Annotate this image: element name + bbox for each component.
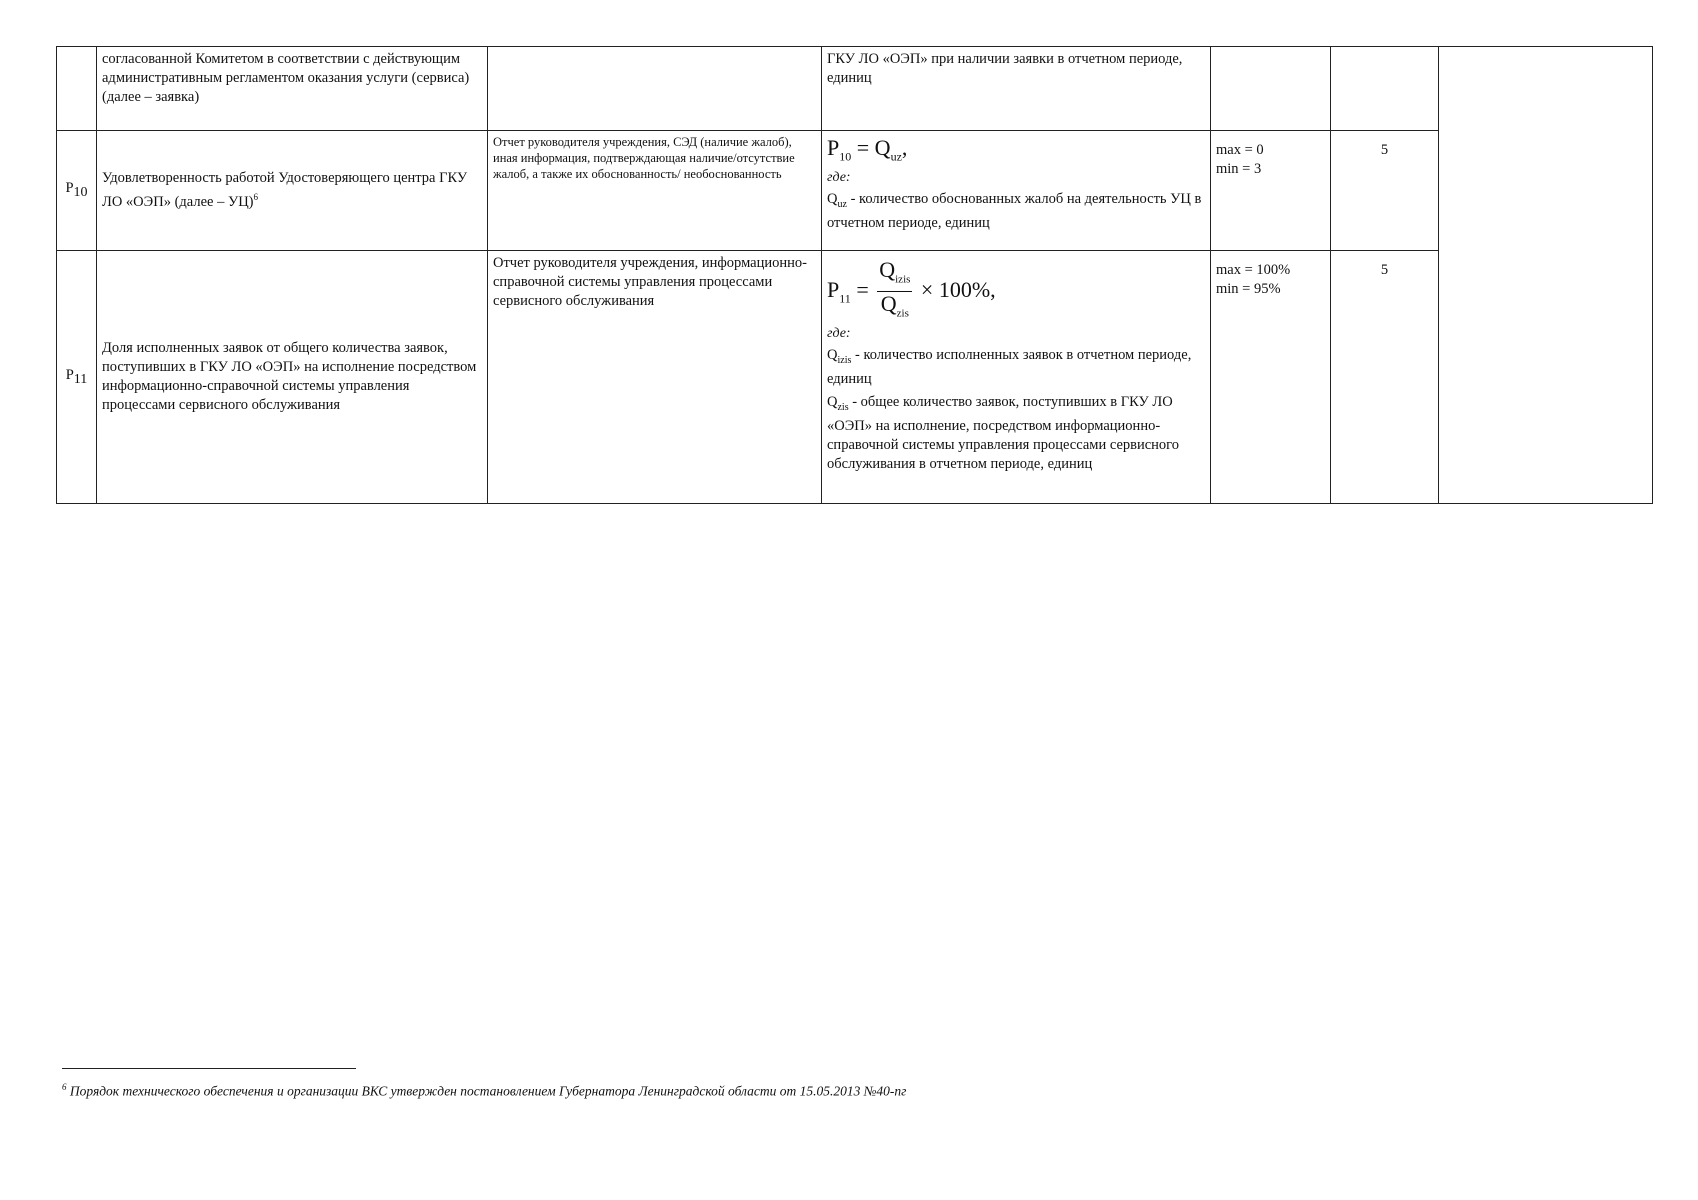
formula: $P_{11}$ = $\frac{Q_{izis}}{Q_{zis}}$ × 100%, [827,258,1205,326]
indicator-name: Удовлетворенность работой Удостоверяющего центра ГКУ ЛО «ОЭП» (далее – УЦ)$^6$ [97,131,488,251]
formula-definition: $Q_{izis}$ - количество исполненных заявок в отчетном периоде, единиц [827,346,1192,387]
weight-cell: 5 [1331,131,1439,251]
table-row [57,251,1653,504]
formula-definition: $Q_{zis}$ - общее количество заявок, поступивших в ГКУ ЛО «ОЭП» на исполнение, посредством информационно-справочной системы управления процессами сервисного обслуживания в отчетном периоде, единиц [827,393,1180,472]
fraction: $\frac{Q_{izis}}{Q_{zis}}$ [879,257,911,320]
footnote-separator [62,1068,356,1069]
values-cell: max = 100% min = 95% [1211,251,1331,504]
formula: $P_{10} = Q_{uz}$, [827,135,908,164]
source-cell: Отчет руководителя учреждения, СЭД (наличие жалоб), иная информация, подтверждающая наличие/отсутствие жалоб, а также их обоснованность/ необоснованность [488,131,822,251]
weight-cell: 5 [1331,251,1439,504]
indicators-table [56,46,1653,504]
formula-cell [822,251,1211,504]
indicator-code: $Р_{11}$ [57,251,97,504]
source-cell [488,47,822,131]
weight-cell [1331,47,1439,131]
formula-cell: ГКУ ЛО «ОЭП» при наличии заявки в отчетном периоде, единиц [822,47,1211,131]
formula-definition: $Q_{uz}$ - количество обоснованных жалоб на деятельность УЦ в отчетном периоде, единиц [827,191,1202,232]
indicator-code: $Р_{10}$ [57,131,97,251]
values-cell [1211,47,1331,131]
formula-cell [822,131,1211,251]
values-cell: max = 0 min = 3 [1211,131,1331,251]
where-label: где: [827,170,851,186]
table-row [57,47,1653,131]
source-cell: Отчет руководителя учреждения, информационно-справочной системы управления процессами сервисного обслуживания [488,251,822,504]
code-cell [57,47,97,131]
where-label: где: [827,325,851,341]
indicator-name: Доля исполненных заявок от общего количества заявок, поступивших в ГКУ ЛО «ОЭП» на исполнение посредством информационно-справочной системы управления процессами сервисного обслуживания [97,251,488,504]
notes-cell [1439,47,1653,504]
indicator-name: согласованной Комитетом в соответствии с действующим административным регламентом оказания услуги (сервиса) (далее – заявка) [97,47,488,131]
table-row [57,131,1653,251]
footnote: $^6$ Порядок технического обеспечения и организации ВКС утвержден постановлением Губернатора Ленинградской области от 15.05.2013 №40-пг [62,1082,907,1099]
